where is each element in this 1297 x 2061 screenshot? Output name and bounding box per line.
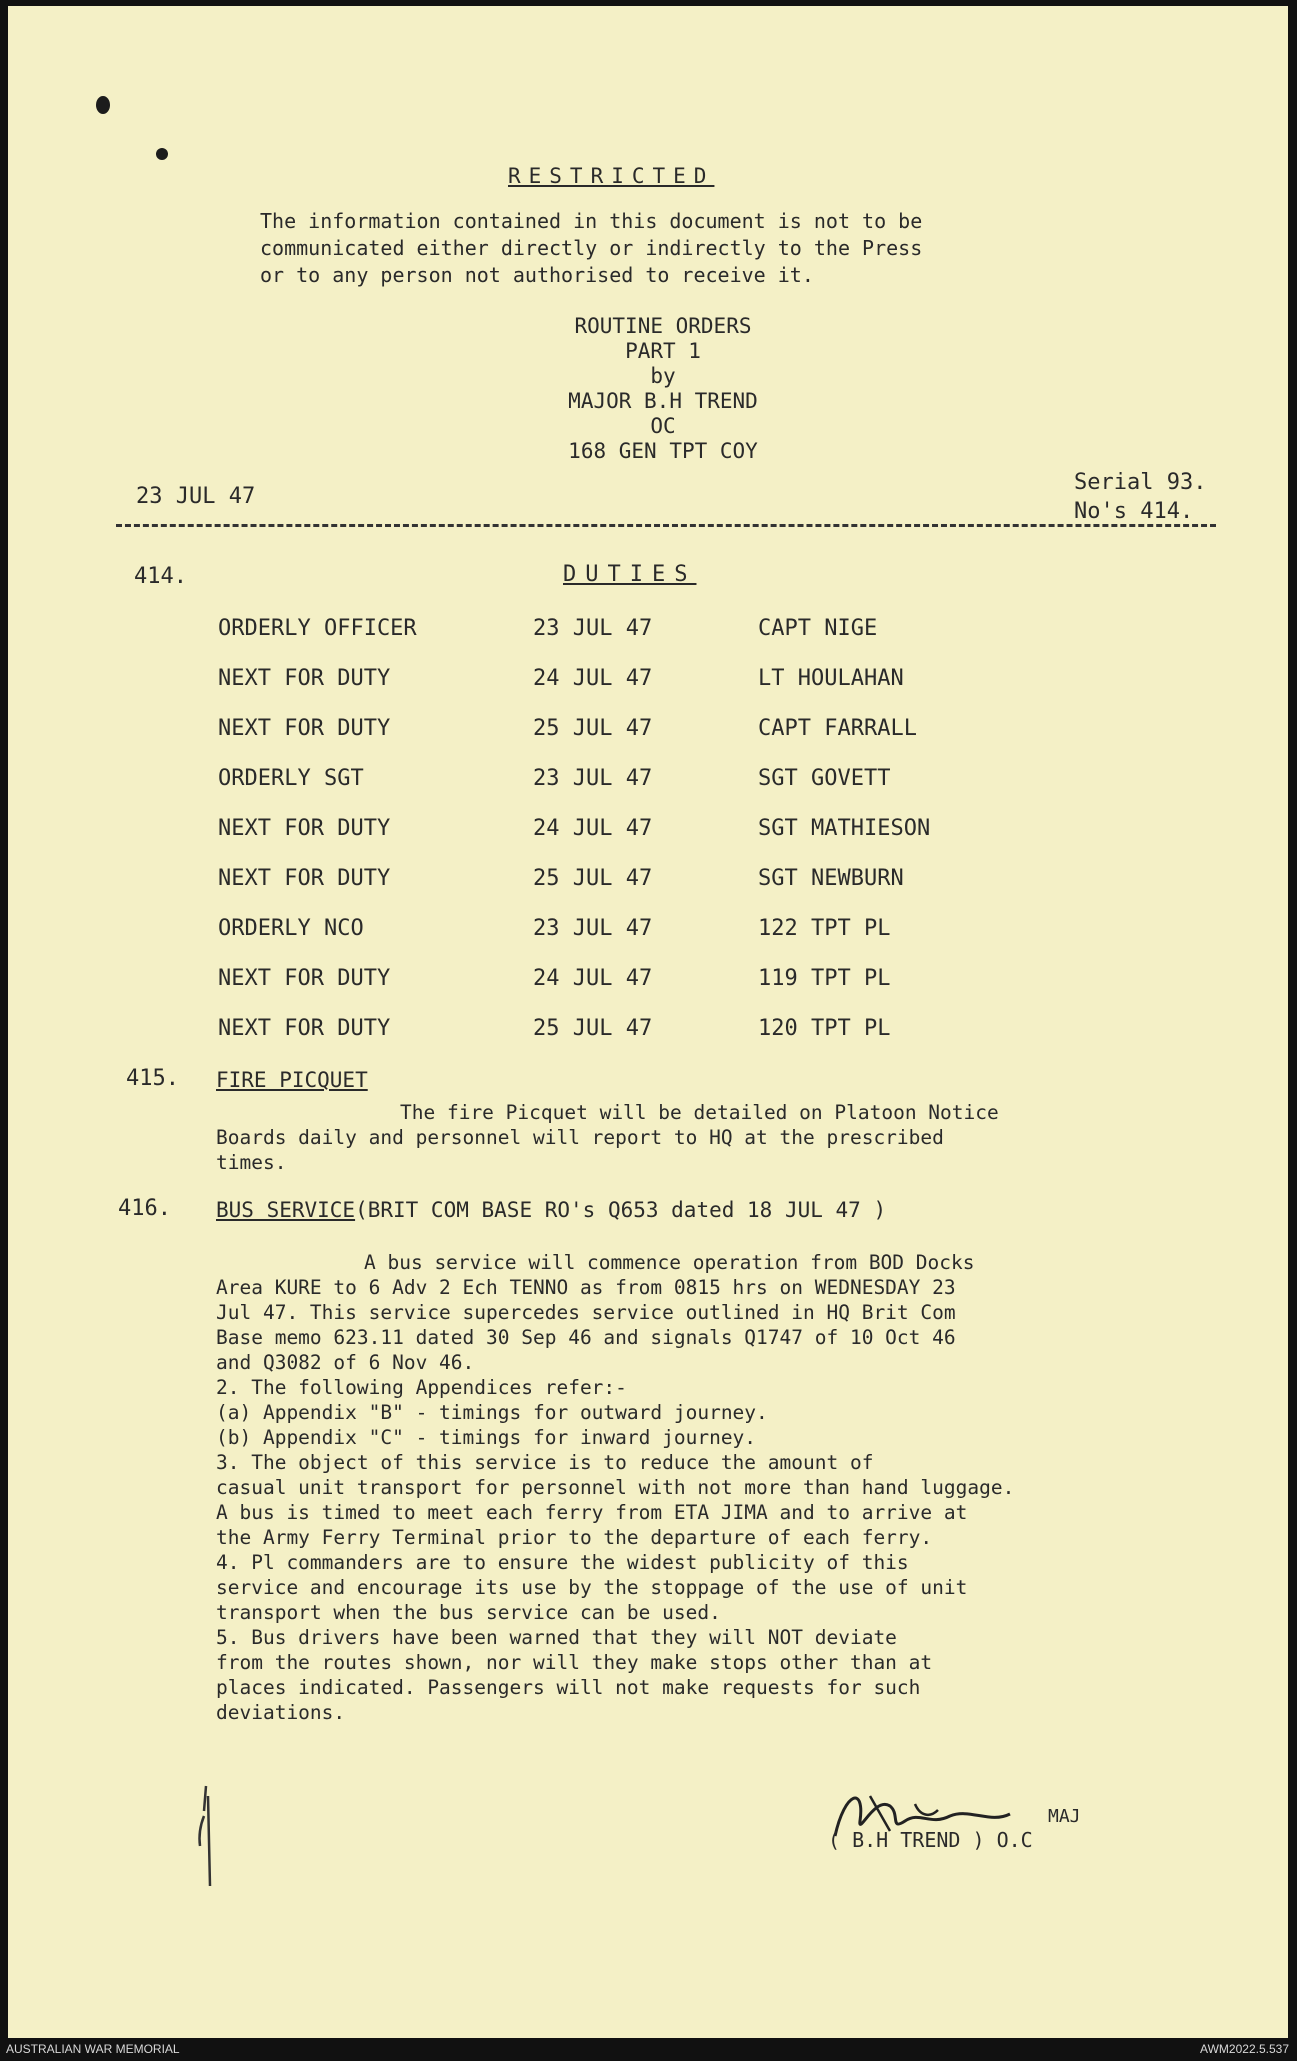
- duty-role: ORDERLY SGT: [218, 766, 364, 791]
- duty-date: 24 JUL 47: [533, 816, 653, 841]
- paragraph-number: 415.: [126, 1066, 179, 1091]
- title-line: ROUTINE ORDERS: [574, 314, 752, 338]
- duties-heading: DUTIES: [563, 562, 697, 587]
- duty-name: 120 TPT PL: [758, 1016, 891, 1041]
- notice-line: communicated either directly or indirectly to the Press: [260, 236, 923, 260]
- duty-role: ORDERLY OFFICER: [218, 616, 417, 641]
- bus-service-line: Jul 47. This service supercedes service outlined in HQ Brit Com: [216, 1301, 956, 1324]
- duty-role: NEXT FOR DUTY: [218, 816, 391, 841]
- duty-role: NEXT FOR DUTY: [218, 716, 391, 741]
- duty-row: [218, 816, 1118, 856]
- duty-name: SGT GOVETT: [758, 766, 891, 791]
- bus-service-line: 5. Bus drivers have been warned that they will NOT deviate: [216, 1626, 897, 1649]
- bus-service-line: 4. Pl commanders are to ensure the widest publicity of this: [216, 1551, 909, 1574]
- duty-role: NEXT FOR DUTY: [218, 866, 391, 891]
- handwritten-mark: [186, 1776, 246, 1896]
- duty-row: [218, 666, 1118, 706]
- duty-date: 23 JUL 47: [533, 616, 653, 641]
- bus-service-line: Base memo 623.11 dated 30 Sep 46 and signals Q1747 of 10 Oct 46: [216, 1326, 956, 1349]
- duty-role: ORDERLY NCO: [218, 916, 364, 941]
- restriction-notice: [260, 208, 1090, 289]
- paragraph-number: 414.: [134, 564, 187, 589]
- title-line: PART 1: [625, 339, 701, 363]
- bus-service-heading-line: [216, 1198, 886, 1222]
- bus-service-reference: (BRIT COM BASE RO's Q653 dated 18 JUL 47 ): [355, 1198, 887, 1222]
- nos-number: No's 414.: [1074, 499, 1194, 524]
- duty-date: 25 JUL 47: [533, 716, 653, 741]
- bus-service-line: deviations.: [216, 1701, 346, 1724]
- duty-date: 24 JUL 47: [533, 666, 653, 691]
- bus-service-line: (b) Appendix "C" - timings for inward journey.: [216, 1426, 757, 1449]
- serial-number: Serial 93.: [1074, 470, 1207, 495]
- duty-name: CAPT FARRALL: [758, 716, 917, 741]
- notice-line: The information contained in this document is not to be: [260, 209, 923, 233]
- notice-line: or to any person not authorised to receive it.: [260, 263, 814, 287]
- duty-row: [218, 916, 1118, 956]
- fire-picquet-line: The fire Picquet will be detailed on Platoon Notice: [400, 1101, 999, 1124]
- duty-date: 24 JUL 47: [533, 966, 653, 991]
- document-page: [8, 6, 1288, 2038]
- duty-row: [218, 966, 1118, 1006]
- bus-service-line: Area KURE to 6 Adv 2 Ech TENNO as from 0815 hrs on WEDNESDAY 23: [216, 1276, 956, 1299]
- title-line: 168 GEN TPT COY: [568, 439, 758, 463]
- duty-date: 23 JUL 47: [533, 916, 653, 941]
- order-date: 23 JUL 47: [136, 484, 256, 509]
- duty-role: NEXT FOR DUTY: [218, 666, 391, 691]
- duty-role: NEXT FOR DUTY: [218, 1016, 391, 1041]
- bus-service-line: 3. The object of this service is to reduce the amount of: [216, 1451, 874, 1474]
- fire-picquet-heading: FIRE PICQUET: [216, 1068, 368, 1092]
- footer-right: AWM2022.5.537: [1200, 2042, 1289, 2056]
- duty-date: 23 JUL 47: [533, 766, 653, 791]
- bus-service-line: from the routes shown, nor will they make stops other than at: [216, 1651, 933, 1674]
- footer-left: AUSTRALIAN WAR MEMORIAL: [6, 2042, 180, 2056]
- duty-name: SGT MATHIESON: [758, 816, 931, 841]
- paragraph-number: 416.: [118, 1196, 171, 1221]
- bus-service-line: the Army Ferry Terminal prior to the departure of each ferry.: [216, 1526, 933, 1549]
- bus-service-line: casual unit transport for personnel with not more than hand luggage.: [216, 1476, 1015, 1499]
- bus-service-line: A bus is timed to meet each ferry from ETA JIMA and to arrive at: [216, 1501, 968, 1524]
- duty-row: [218, 1016, 1118, 1056]
- duty-row: [218, 616, 1118, 656]
- punch-mark: [156, 148, 168, 160]
- duty-row: [218, 866, 1118, 906]
- duty-date: 25 JUL 47: [533, 1016, 653, 1041]
- duty-row: [218, 716, 1118, 756]
- fire-picquet-line: times.: [216, 1151, 287, 1174]
- bus-service-line: transport when the bus service can be used.: [216, 1601, 721, 1624]
- duty-date: 25 JUL 47: [533, 866, 653, 891]
- bus-service-line: 2. The following Appendices refer:-: [216, 1376, 627, 1399]
- order-title-block: [438, 314, 888, 464]
- duty-name: 122 TPT PL: [758, 916, 891, 941]
- title-line: OC: [650, 414, 676, 438]
- bus-service-line: A bus service will commence operation from BOD Docks: [364, 1251, 975, 1274]
- bus-service-line: service and encourage its use by the stoppage of the use of unit: [216, 1576, 968, 1599]
- duty-name: 119 TPT PL: [758, 966, 891, 991]
- bus-service-line: (a) Appendix "B" - timings for outward journey.: [216, 1401, 768, 1424]
- signature-name: ( B.H TREND ) O.C: [828, 1828, 1033, 1852]
- punch-mark: [96, 96, 110, 114]
- bus-service-heading: BUS SERVICE: [216, 1198, 356, 1222]
- divider-rule: [116, 524, 1216, 527]
- fire-picquet-line: Boards daily and personnel will report to HQ at the prescribed: [216, 1126, 944, 1149]
- serial-block: [1074, 468, 1206, 526]
- title-line: by: [650, 364, 676, 388]
- duty-role: NEXT FOR DUTY: [218, 966, 391, 991]
- duty-name: CAPT NIGE: [758, 616, 878, 641]
- bus-service-line: places indicated. Passengers will not make requests for such: [216, 1676, 921, 1699]
- duty-name: LT HOULAHAN: [758, 666, 904, 691]
- title-line: MAJOR B.H TREND: [568, 389, 758, 413]
- signature-rank: MAJ: [1048, 1806, 1081, 1827]
- bus-service-line: and Q3082 of 6 Nov 46.: [216, 1351, 475, 1374]
- bus-service-body: [216, 1250, 1014, 1725]
- duty-row: [218, 766, 1118, 806]
- duty-name: SGT NEWBURN: [758, 866, 904, 891]
- restricted-heading: RESTRICTED: [508, 164, 715, 188]
